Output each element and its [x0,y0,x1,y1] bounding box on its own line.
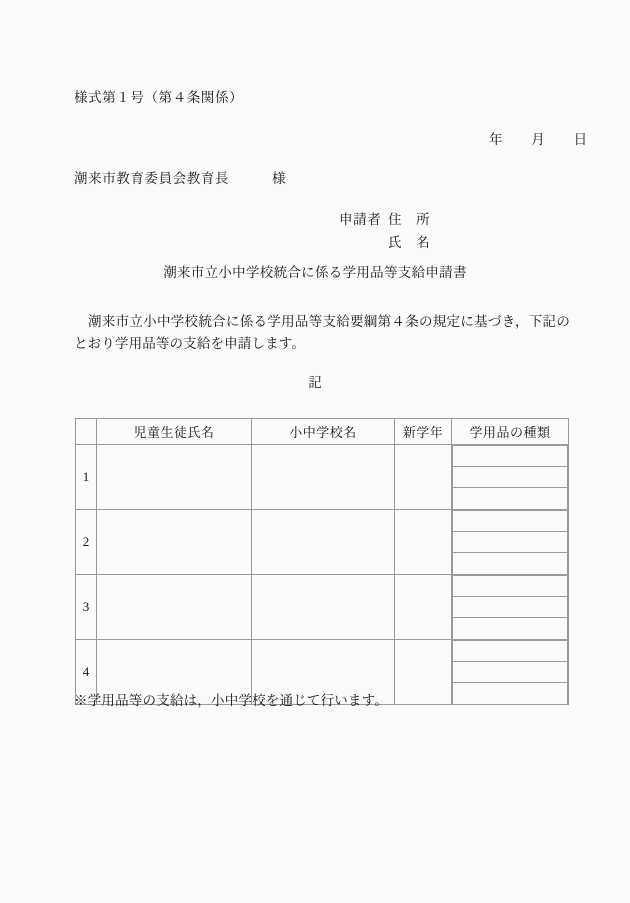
supply-type-field[interactable] [453,683,568,705]
supply-type-group [452,445,569,510]
addressee: 潮来市教育委員会教育長 [74,171,230,186]
applicant-name-label: 氏 名 [388,235,431,250]
supply-type-field[interactable] [453,488,568,510]
header-new-grade: 新学年 [395,419,452,445]
student-name-field[interactable] [97,575,252,640]
student-name-field[interactable] [97,445,252,510]
new-grade-field[interactable] [395,510,452,575]
ki-marker: 記 [308,375,322,390]
supply-type-group [452,510,569,575]
row-number: 3 [76,575,97,640]
supply-type-subtable [452,510,568,574]
student-name-field[interactable] [97,510,252,575]
header-supply-type: 学用品の種類 [452,419,569,445]
new-grade-field[interactable] [395,445,452,510]
supply-type-group [452,640,569,705]
body-paragraph-text: 潮来市立小中学校統合に係る学用品等支給要綱第４条の規定に基づき，下記のとおり学用品等の支給を申請します。 [74,314,570,351]
footnote: ※学用品等の支給は，小中学校を通じて行います。 [74,693,389,708]
date-line: 年 月 日 [489,132,588,147]
new-grade-field[interactable] [395,640,452,705]
table-row [76,575,569,640]
supply-type-subtable [452,575,568,639]
school-name-field[interactable] [252,575,395,640]
supply-type-field[interactable] [453,662,568,683]
supply-type-field[interactable] [453,553,568,575]
form-number: 様式第１号（第４条関係） [74,90,244,105]
supply-type-group [452,575,569,640]
row-number: 2 [76,510,97,575]
school-name-field[interactable] [252,445,395,510]
body-paragraph [74,311,570,355]
supply-type-field[interactable] [453,467,568,488]
row-number: 4 [76,640,97,705]
document-title: 潮来市立小中学校統合に係る学用品等支給申請書 [163,265,467,280]
supply-type-subtable [452,640,568,704]
row-number: 1 [76,445,97,510]
addressee-honorific: 様 [272,171,286,186]
supply-type-field[interactable] [453,576,568,597]
header-number [76,419,97,445]
application-table-wrapper [75,418,568,705]
table-row [76,445,569,510]
header-school-name: 小中学校名 [252,419,395,445]
supply-type-field[interactable] [453,618,568,640]
applicant-label: 申請者 [339,212,382,227]
header-student-name: 児童生徒氏名 [97,419,252,445]
supply-type-field[interactable] [453,446,568,467]
supply-type-field[interactable] [453,532,568,553]
school-name-field[interactable] [252,510,395,575]
new-grade-field[interactable] [395,575,452,640]
supply-type-subtable [452,445,568,509]
supply-type-field[interactable] [453,597,568,618]
applicant-address-label: 住 所 [388,212,431,227]
supply-type-field[interactable] [453,511,568,532]
table-row [76,510,569,575]
supply-type-field[interactable] [453,641,568,662]
table-header-row [76,419,569,445]
application-table [75,418,569,705]
